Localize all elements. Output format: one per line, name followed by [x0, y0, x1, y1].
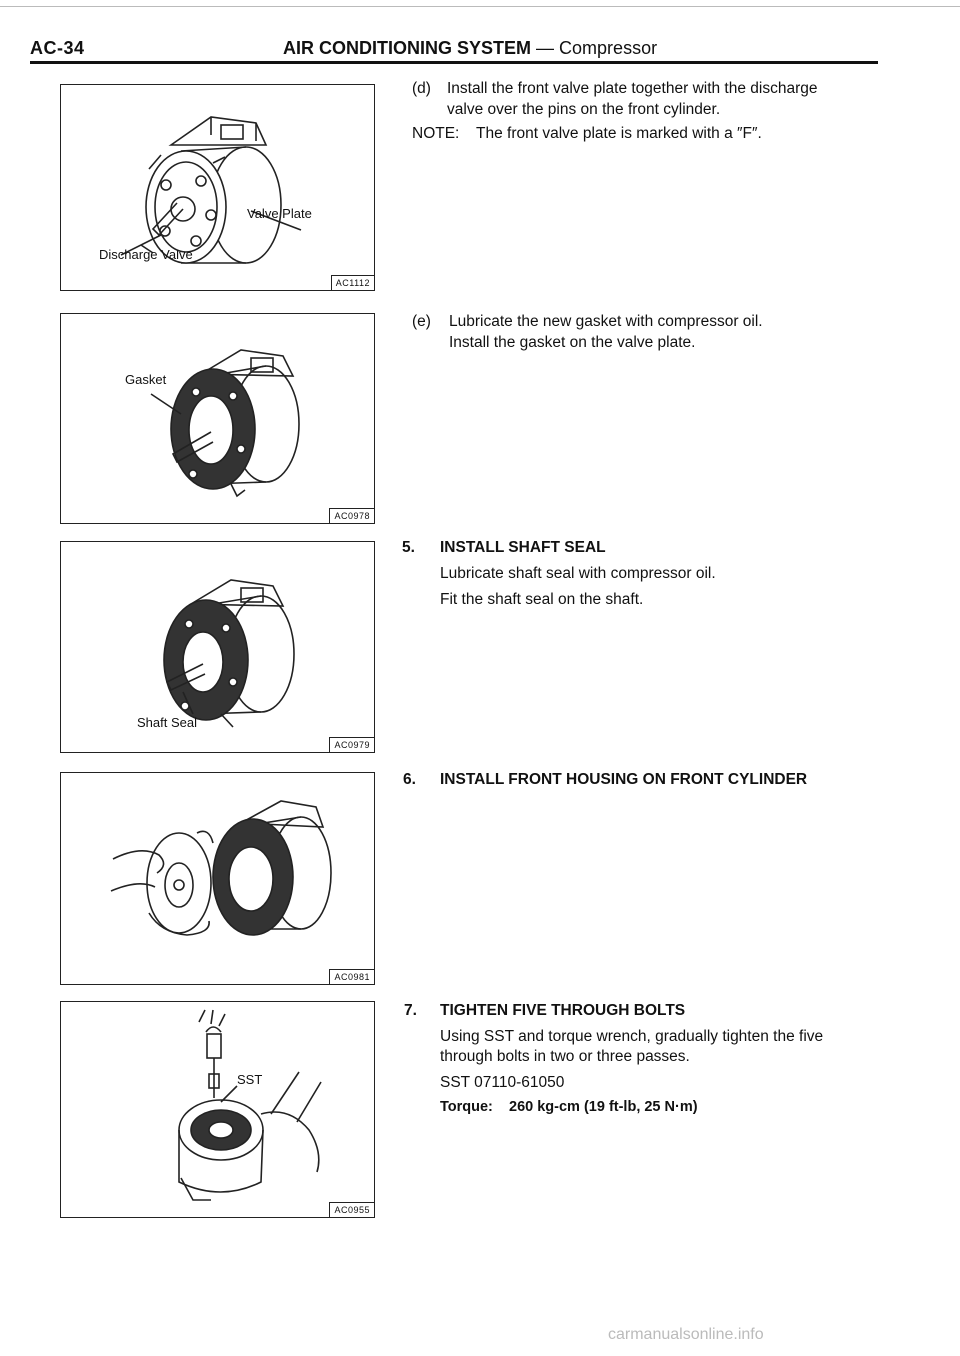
step-e-line2: Install the gasket on the valve plate. [449, 334, 696, 351]
step-7-line2: through bolts in two or three passes. [440, 1048, 690, 1065]
figure-code: AC0981 [329, 969, 374, 984]
torque-wrench-bolts-illustration [61, 1002, 374, 1217]
figure-front-housing [60, 772, 375, 985]
label-shaft-seal: Shaft Seal [137, 715, 197, 730]
figure-gasket [60, 313, 375, 524]
subsection-title: Compressor [559, 38, 658, 58]
step-d-line1: Install the front valve plate together with the discharge [447, 80, 818, 97]
step-6-title: INSTALL FRONT HOUSING ON FRONT CYLINDER [440, 771, 808, 788]
label-gasket: Gasket [125, 372, 167, 387]
compressor-gasket-illustration [61, 314, 374, 523]
title-separator: — [536, 38, 555, 58]
label-valve-plate: Valve Plate [247, 206, 312, 221]
figure-valve-plate [60, 84, 375, 291]
step-d-note-label: NOTE: [412, 125, 460, 142]
step-7-line1: Using SST and torque wrench, gradually tighten the five [440, 1028, 824, 1045]
figure-through-bolts [60, 1001, 375, 1218]
step-5-line2: Fit the shaft seal on the shaft. [440, 591, 644, 608]
step-d-line2: valve over the pins on the front cylinder. [447, 101, 721, 118]
label-sst: SST [237, 1072, 263, 1087]
step-7-torque-value: 260 kg-cm (19 ft-lb, 25 N·m) [509, 1099, 698, 1115]
step-7-sst: SST 07110-61050 [440, 1074, 565, 1091]
figure-code: AC0978 [329, 508, 374, 523]
step-6-number: 6. [403, 771, 416, 788]
step-5-line1: Lubricate shaft seal with compressor oil. [440, 565, 716, 582]
step-7-torque-label: Torque: [440, 1099, 493, 1115]
step-5-title: INSTALL SHAFT SEAL [440, 539, 606, 556]
label-discharge-valve: Discharge Valve [99, 247, 193, 262]
step-d-marker: (d) [412, 80, 431, 97]
top-scan-line [0, 6, 960, 7]
step-e-marker: (e) [412, 313, 431, 330]
header-rule [30, 61, 878, 64]
page-code: AC-34 [30, 38, 85, 58]
step-5-number: 5. [402, 539, 415, 556]
compressor-shaft-seal-illustration [61, 542, 374, 752]
figure-code: AC0979 [329, 737, 374, 752]
section-title: AIR CONDITIONING SYSTEM [283, 38, 532, 58]
figure-code: AC0955 [329, 1202, 374, 1217]
figure-code: AC1112 [331, 275, 374, 290]
step-d-note-text: The front valve plate is marked with a ″F″. [476, 125, 762, 142]
step-e-line1: Lubricate the new gasket with compressor oil. [449, 313, 763, 330]
watermark: carmanualsonline.info [608, 1326, 764, 1343]
step-7-number: 7. [404, 1002, 417, 1019]
front-housing-install-illustration [61, 773, 374, 984]
page-title [283, 38, 657, 59]
figure-shaft-seal [60, 541, 375, 753]
step-7-title: TIGHTEN FIVE THROUGH BOLTS [440, 1002, 686, 1019]
